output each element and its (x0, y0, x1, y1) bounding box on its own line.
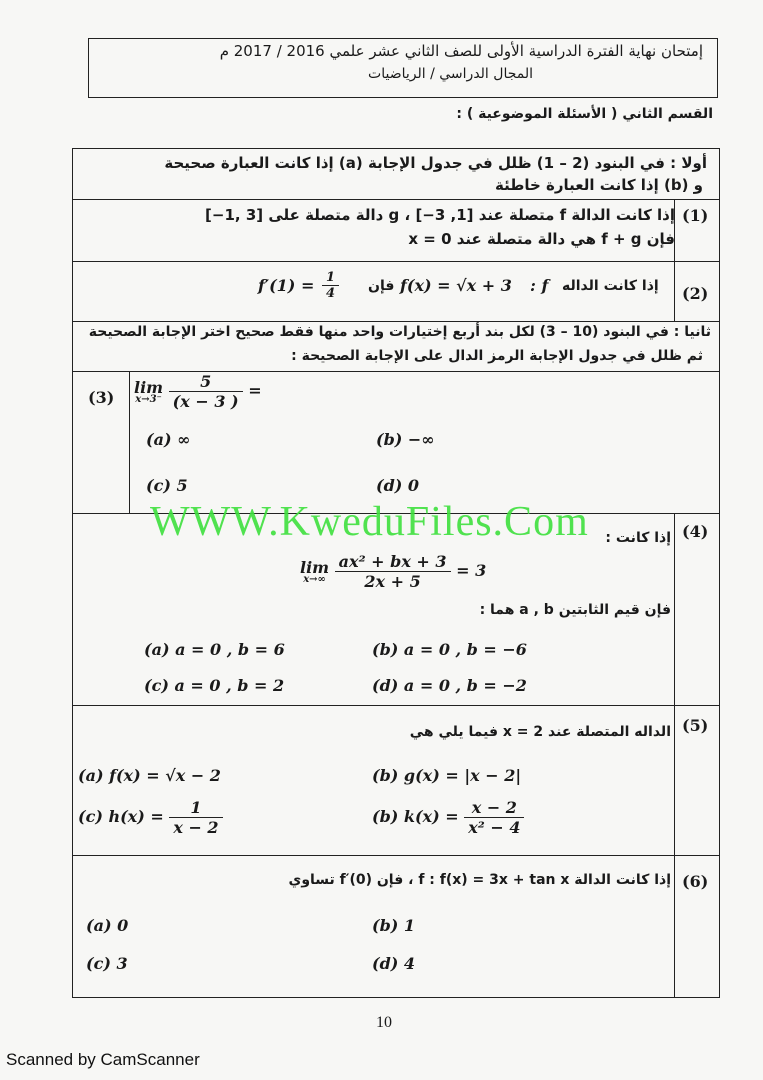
q3-option-d[interactable]: (d) 0 (376, 476, 420, 495)
number-column-rule (674, 513, 675, 997)
watermark: WWW.KweduFiles.Com (150, 499, 589, 545)
q4-option-b[interactable]: (b) a = 0 , b = −6 (372, 640, 527, 659)
q3-option-b[interactable]: (b) −∞ (376, 430, 435, 449)
divider (73, 705, 719, 706)
question-number: (1) (682, 206, 709, 225)
q3-option-a[interactable]: (a) ∞ (146, 430, 191, 449)
exam-subject: المجال الدراسي / الرياضيات (368, 66, 533, 82)
divider (73, 199, 719, 200)
number-column-rule (129, 371, 130, 513)
q2-fraction: $\frac{1}{4}$ (322, 270, 339, 301)
q5-option-d[interactable]: (b) k(x) = $\frac{x - 2}{\text{x² − 4}}$ (372, 798, 524, 837)
part1-instruction-line1: أولا : في البنود (2 – 1) ظلل في جدول الإجابة (a) إذا كانت العبارة صحيحة (164, 154, 707, 172)
q4-option-c[interactable]: (c) a = 0 , b = 2 (144, 676, 285, 695)
q4-option-a[interactable]: (a) a = 0 , b = 6 (144, 640, 285, 659)
section-title: القسم الثاني ( الأسئلة الموضوعية ) : (456, 106, 713, 122)
question-number: (6) (682, 872, 709, 891)
scanner-label: Scanned by CamScanner (6, 1050, 200, 1069)
q1-statement-line2: فإن f + g هي دالة متصلة عند x = 0 (408, 230, 675, 248)
q2-then: فإن (368, 278, 395, 294)
q1-statement-line1: إذا كانت الدالة f متصلة عند [1, 3−] ، g دالة متصلة على [3 ,1−] (205, 206, 675, 224)
q2-f-label: : f (530, 276, 549, 295)
exam-title: إمتحان نهاية الفترة الدراسية الأولى للصف الثاني عشر علمي 2016 / 2017 م (219, 42, 703, 60)
part1-instruction-line2: و (b) إذا كانت العبارة خاطئة (494, 176, 703, 194)
question-number: (3) (88, 388, 115, 407)
q5-option-c[interactable]: (c) h(x) = $\frac{1}{x - 2}$ (78, 798, 223, 837)
q4-option-d[interactable]: (d) a = 0 , b = −2 (372, 676, 527, 695)
question-number: (4) (682, 522, 709, 541)
q2-derivative-lhs: f′(1) = (258, 276, 315, 295)
q5-question: الداله المتصلة عند x = 2 فيما يلي هي (409, 724, 671, 740)
q5-option-a[interactable]: (a) f(x) = √x − 2 (78, 766, 221, 785)
q5-option-b[interactable]: (b) g(x) = |x − 2| (372, 766, 522, 785)
q3-option-c[interactable]: (c) 5 (146, 476, 188, 495)
page-number: 10 (376, 1014, 392, 1031)
q4-question: فإن قيم الثابتين a , b هما : (479, 602, 671, 618)
q6-question: إذا كانت الدالة f : f(x) = 3x + tan x ، فإن f′(0) تساوي (288, 872, 671, 888)
q2-statement (258, 272, 668, 312)
q2-lead: إذا كانت الداله (562, 278, 659, 294)
question-number: (2) (682, 284, 709, 303)
divider (73, 261, 719, 262)
q4-intro: إذا كانت : (605, 530, 671, 546)
q3-limit-expression: lim x→3⁻ $\frac{5}{(x - 3 )}$ = (134, 372, 262, 411)
q6-option-b[interactable]: (b) 1 (372, 916, 416, 935)
question-number: (5) (682, 716, 709, 735)
q2-function: f(x) = √x + 3 (400, 276, 512, 295)
q6-option-d[interactable]: (d) 4 (372, 954, 416, 973)
q4-limit-expression: lim x→∞ $\frac{\text{ax² + bx + 3}}{2x + 5}$ = 3 (300, 552, 487, 591)
divider (73, 321, 719, 322)
q6-option-c[interactable]: (c) 3 (86, 954, 128, 973)
q6-option-a[interactable]: (a) 0 (86, 916, 129, 935)
part2-instruction-line1: ثانيا : في البنود (10 – 3) لكل بند أربع إختيارات واحد منها فقط صحيح اختر الإجابة الصحيحة (88, 324, 711, 340)
divider (73, 855, 719, 856)
part2-instruction-line2: ثم ظلل في جدول الإجابة الرمز الدال على الإجابة الصحيحة : (291, 348, 703, 364)
